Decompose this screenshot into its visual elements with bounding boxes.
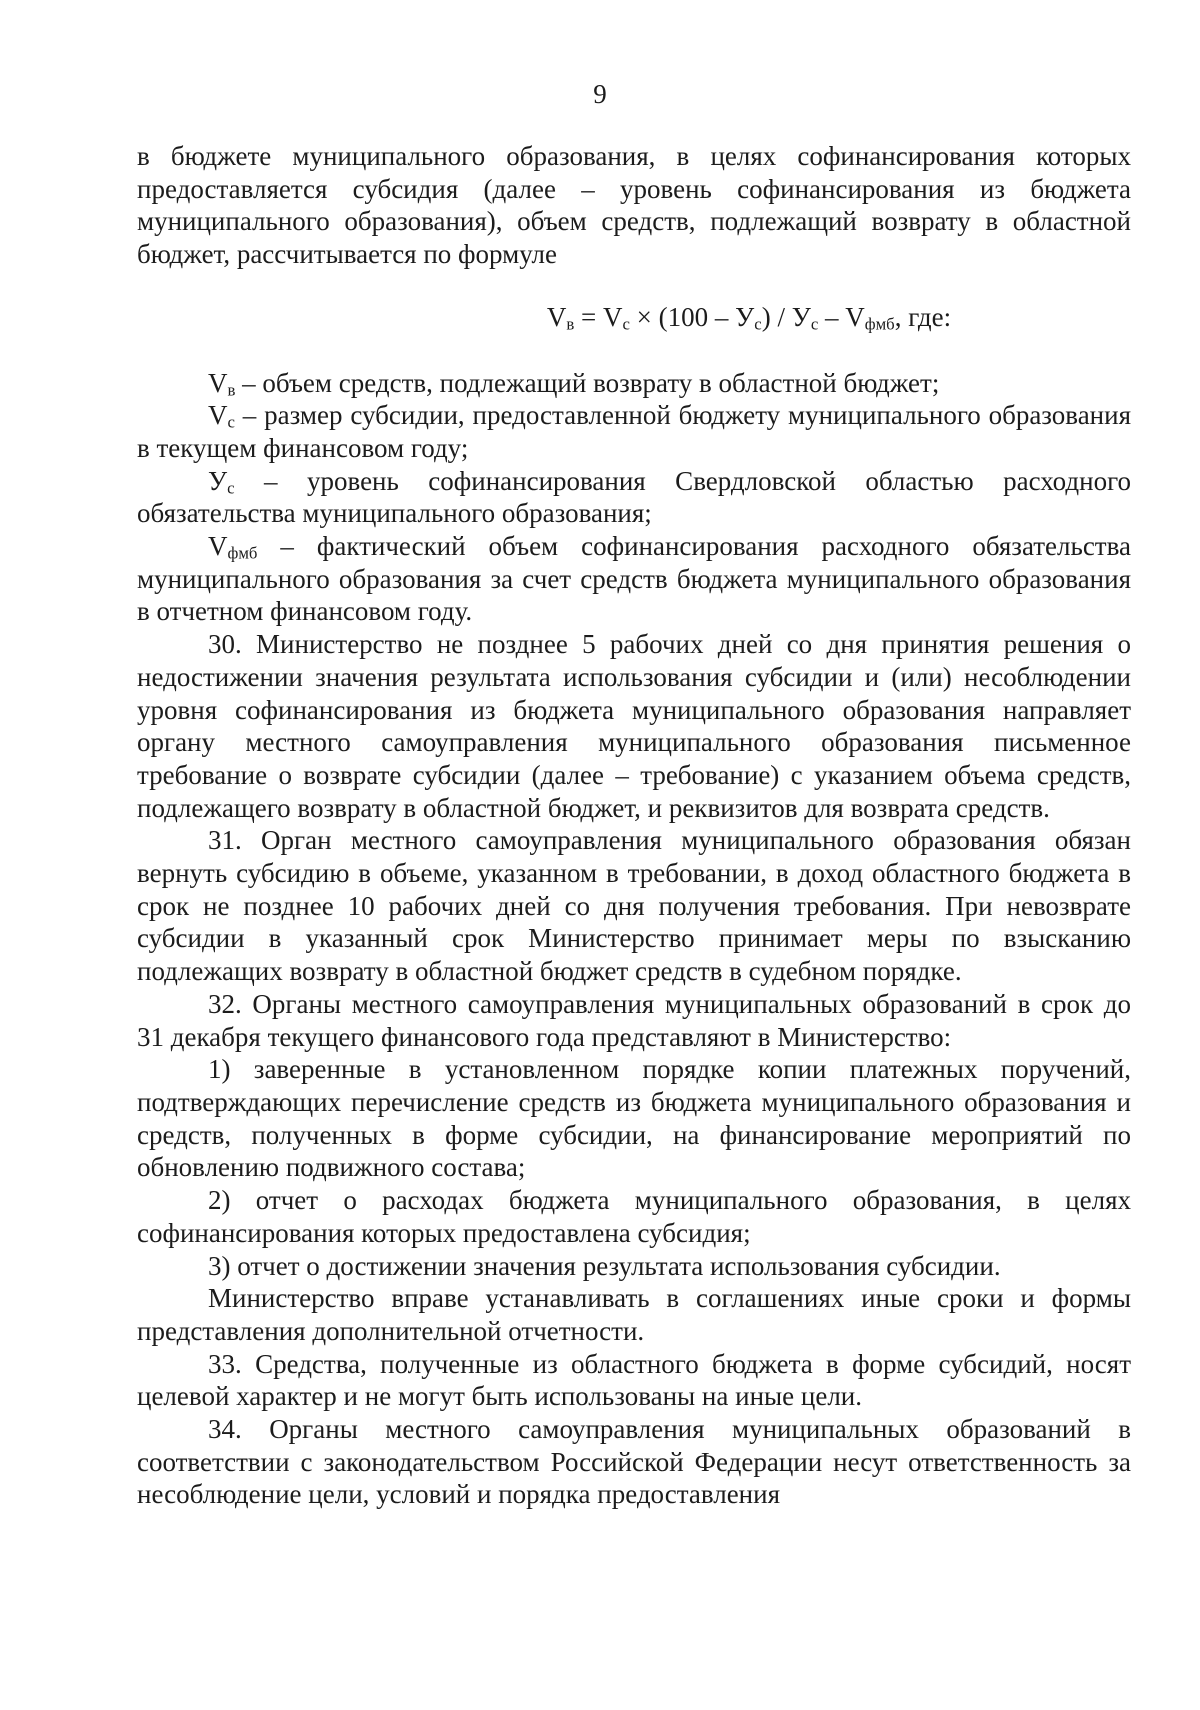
intro-paragraph: в бюджете муниципального образования, в целях софинансирования которых предоставляется субсидия (далее – уровень софинансирования из бюджета муниципального образования), объем средств, подлежащий возврату в областной бюджет, рассчитывается по формуле bbox=[137, 141, 1131, 270]
formula-eq: = bbox=[574, 301, 603, 332]
paragraph-32-item-2: 2) отчет о расходах бюджета муниципального образования, в целях софинансирования которых предоставлена субсидия; bbox=[137, 1185, 1131, 1248]
document-body bbox=[137, 140, 1131, 1511]
paragraph-31: 31. Орган местного самоуправления муниципального образования обязан вернуть субсидию в объеме, указанном в требовании, в доход областного бюджета в срок не позднее 10 рабочих дней со дня получения требования. При невозврате субсидии в указанный срок Министерство принимает меры по взысканию подлежащих возврату в областной бюджет средств в судебном порядке. bbox=[137, 825, 1131, 987]
formula-middle2: ) / У bbox=[761, 301, 811, 332]
definition-subscript: с bbox=[227, 412, 235, 432]
definition-text: – фактический объем софинансирования расходного обязательства муниципального образования за счет средств бюджета муниципального образования в отчетном финансовом году. bbox=[137, 531, 1131, 627]
paragraph-32: 32. Органы местного самоуправления муниципальных образований в срок до 31 декабря текущего финансового года представляют в Министерство: bbox=[137, 988, 1131, 1052]
paragraph-32-item-1: 1) заверенные в установленном порядке копии платежных поручений, подтверждающих перечисление средств из бюджета муниципального образования и средств, полученных в форме субсидии, на финансирование мероприятий по обновлению подвижного состава; bbox=[137, 1054, 1131, 1183]
definition-vfmb bbox=[137, 530, 1131, 628]
paragraph-30: 30. Министерство не позднее 5 рабочих дней со дня принятия решения о недостижении значения результата использования субсидии и (или) несоблюдении уровня софинансирования из бюджета муниципального образования направляет органу местного самоуправления муниципального образования письменное требование о возврате субсидии (далее – требование) с указанием объема средств, подлежащего возврату в областной бюджет, и реквизитов для возврата средств. bbox=[137, 629, 1131, 823]
formula-sub-v: в bbox=[566, 314, 575, 334]
definition-symbol: У bbox=[208, 465, 228, 496]
definition-vv bbox=[137, 367, 1131, 400]
formula-tail: , где: bbox=[894, 301, 952, 332]
definition-symbol: V bbox=[208, 531, 228, 562]
definition-subscript: фмб bbox=[227, 543, 258, 563]
paragraph-34: 34. Органы местного самоуправления муниципальных образований в соответствии с законодательством Российской Федерации несут ответственность за несоблюдение цели, условий и порядка предоставления bbox=[137, 1414, 1131, 1510]
formula-sub-c: с bbox=[622, 314, 630, 334]
formula-sub-c3: с bbox=[810, 314, 819, 334]
formula-sub-fmb: фмб bbox=[864, 314, 895, 334]
formula-minus: – V bbox=[818, 301, 865, 332]
definition-uc bbox=[137, 465, 1131, 530]
paragraph-ministry-rights: Министерство вправе устанавливать в соглашениях иные сроки и формы представления дополнительной отчетности. bbox=[137, 1283, 1131, 1346]
definition-subscript: в bbox=[227, 379, 236, 399]
definition-subscript: с bbox=[227, 477, 235, 497]
formula-v2: V bbox=[602, 301, 623, 332]
formula-middle: × (100 – У bbox=[629, 301, 755, 332]
definition-text: – уровень софинансирования Свердловской областью расходного обязательства муниципального образования; bbox=[137, 465, 1131, 529]
formula bbox=[137, 301, 1131, 334]
formula-v: V bbox=[546, 301, 567, 332]
page-number: 9 bbox=[593, 79, 607, 109]
definition-symbol: V bbox=[208, 367, 228, 398]
definition-vc bbox=[137, 399, 1131, 464]
paragraph-32-item-3: 3) отчет о достижении значения результата использования субсидии. bbox=[208, 1250, 1001, 1281]
definition-symbol: V bbox=[208, 400, 228, 431]
definition-text: – размер субсидии, предоставленной бюджету муниципального образования в текущем финансовом году; bbox=[137, 400, 1131, 463]
paragraph-33: 33. Средства, полученные из областного бюджета в форме субсидий, носят целевой характер и не могут быть использованы на иные цели. bbox=[137, 1348, 1131, 1412]
formula-sub-c2: с bbox=[754, 314, 762, 334]
definition-text: – объем средств, подлежащий возврату в областной бюджет; bbox=[235, 367, 940, 398]
